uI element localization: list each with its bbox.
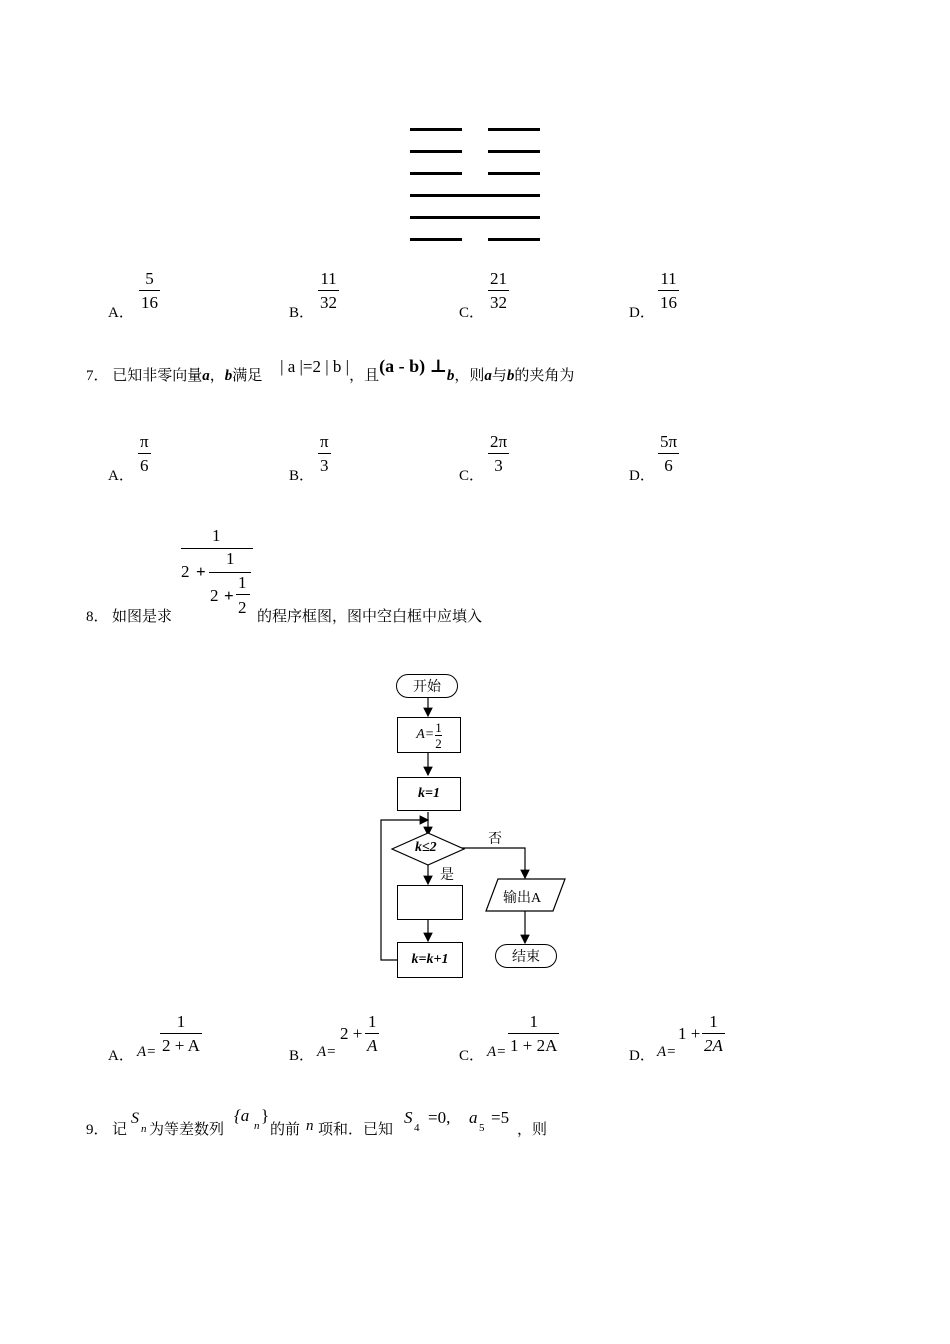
flowchart-end: 结束 [495,944,557,968]
q7-option-d-frac: 5π 6 [660,432,678,475]
q7-option-c-letter: C． [459,468,485,484]
q7-option-c-frac: 2π 3 [490,432,508,475]
flowchart-init-k: k=1 [397,777,461,811]
q8-option-a-letter: A． [108,1048,134,1064]
flowchart-yes-label: 是 [440,868,454,883]
q8-option-d-letter: D． [629,1048,655,1064]
q7-option-d-letter: D． [629,468,655,484]
q8-option-a-frac: 1 2 + A [162,1012,200,1055]
q7-condition-perpendicular: (a - b) ⊥ [379,356,447,376]
q8-option-b-letter: B． [289,1048,315,1064]
q8-text2: 的程序框图，图中空白框中应填入 [257,609,483,625]
q7-stem: 7． 已知非零向量a，b满足 | a |=2 | b |，且(a - b) ⊥b，则a与b的夹角为 [86,356,575,384]
q6-option-b-frac: 11 32 [320,269,337,312]
q8-option-b-frac: 1 A [367,1012,378,1055]
q6-option-a-letter: A． [108,305,134,321]
q7-option-a-letter: A． [108,468,134,484]
flowchart-init-a: A= 1 2 [397,717,461,753]
yin-line-left-3 [410,172,462,175]
yin-line-left-2 [410,150,462,153]
q8-option-c-frac: 1 1 + 2A [510,1012,558,1055]
q7-condition-magnitude: | a |=2 | b | [280,357,350,376]
q7-option-b-frac: π 3 [320,432,329,475]
yin-line-left-1 [410,128,462,131]
q6-option-a-frac: 5 16 [141,269,158,312]
flowchart-blank-box [397,885,463,920]
q8-number: 8． [86,609,109,625]
q7-option-a-frac: π 6 [140,432,149,475]
q8-option-c-letter: C． [459,1048,485,1064]
yin-line-right-6 [488,238,540,241]
yin-line-right-1 [488,128,540,131]
yin-line-right-3 [488,172,540,175]
q6-option-c-frac: 21 32 [490,269,507,312]
flowchart-condition: k≤2 [415,840,437,855]
q6-option-d-frac: 11 16 [660,269,677,312]
yang-line-5 [410,216,540,219]
q8-option-d-frac: 1 2A [704,1012,723,1055]
q8-text1: 如图是求 [112,609,173,625]
yin-line-right-2 [488,150,540,153]
flowchart-start: 开始 [396,674,458,698]
flowchart-increment: k=k+1 [397,942,463,978]
flowchart-no-label: 否 [488,832,502,847]
yin-line-left-6 [410,238,462,241]
yang-line-4 [410,194,540,197]
q6-option-c-letter: C． [459,305,485,321]
q7-option-b-letter: B． [289,468,315,484]
q6-option-d-letter: D． [629,305,655,321]
flowchart-output: 输出A [503,891,542,906]
q6-option-b-letter: B． [289,305,315,321]
